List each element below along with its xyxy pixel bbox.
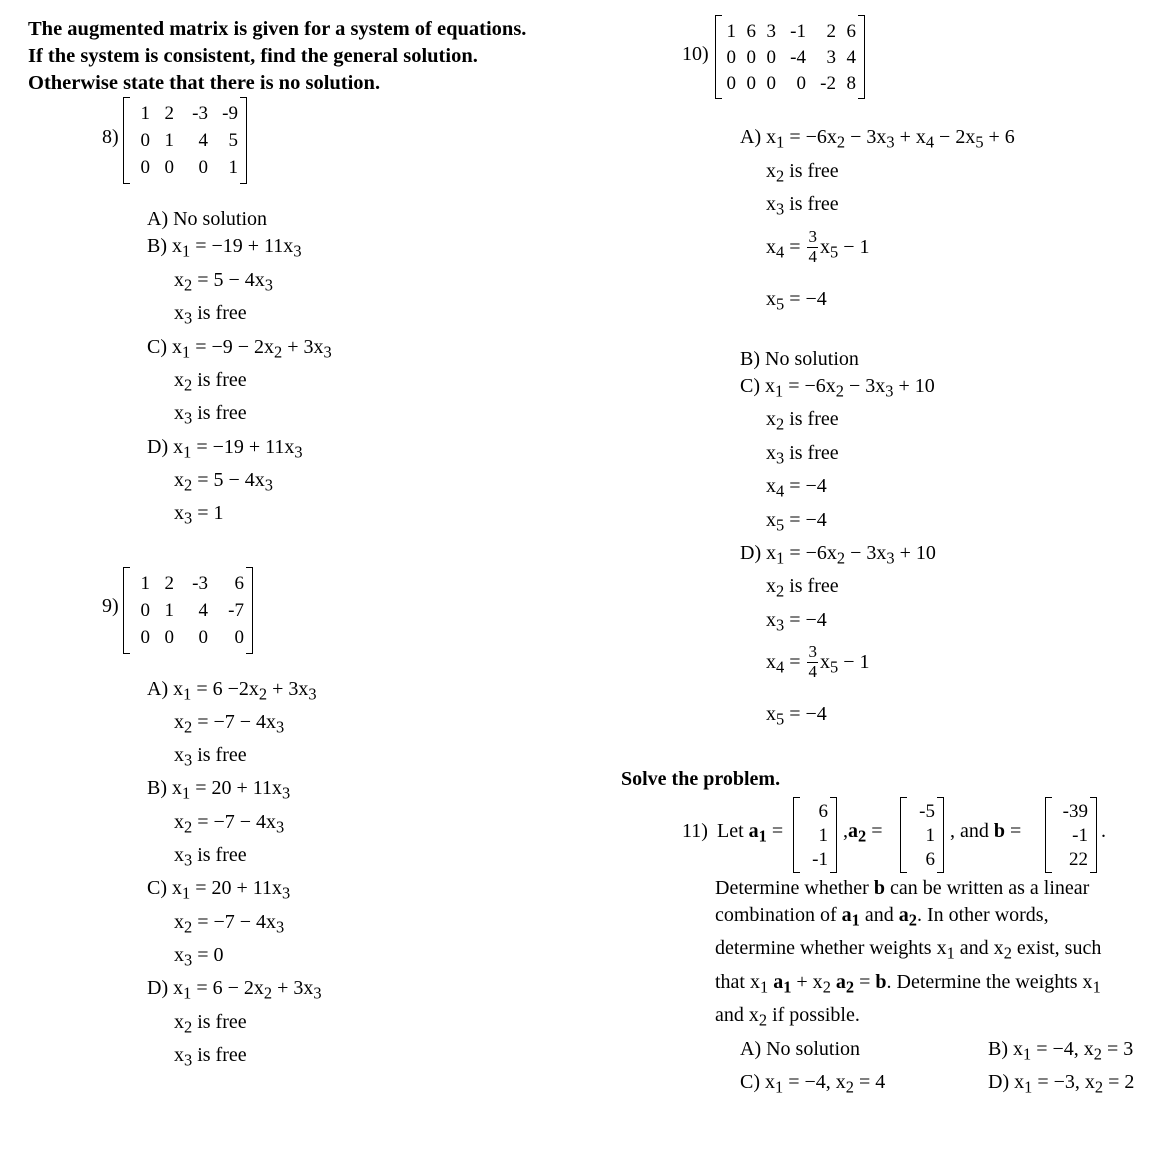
vector-entry: 22 [1069,848,1088,870]
q11-let-a1: Let $a_1$ = [717,820,784,846]
q10-option-c-line2: $x_2$ is free [766,408,839,434]
matrix-cell: 0 [766,72,776,94]
matrix-cell: 2 [826,20,836,42]
q8-option-c-line1: C) $x_1 = -9 - 2x_2 + 3x_3$ [147,336,332,362]
q9-option-d-line2: $x_2$ is free [174,1011,247,1037]
question-10-matrix [715,15,865,99]
q8-option-b-line1: B) $x_1 = -19 + 11x_3$ [147,235,302,261]
q8-option-d-line1: D) $x_1 = -19 + 11x_3$ [147,436,303,462]
matrix-row [132,154,238,181]
instruction-line-2: If the system is consistent, find the general solution. [28,45,478,67]
q11-option-d: D) $x_1 = -3$, $x_2 = 2$ [988,1071,1135,1097]
vector-row [1054,823,1088,847]
q8-option-a: A) No solution [147,208,267,230]
q10-option-d-line1: D) $x_1 = -6x_2 - 3x_3 + 10$ [740,542,936,568]
matrix-cell: 1 [164,130,174,151]
matrix-cell: 4 [198,600,208,621]
question-11-number: 11) [682,820,708,842]
vector-row [909,823,935,847]
vector-entry: 6 [818,800,828,822]
matrix-cell: 0 [234,627,244,648]
matrix-cell: 0 [140,627,150,648]
matrix-row [724,70,856,96]
q9-option-b-line3: $x_3$ is free [174,844,247,870]
question-8-number: 8) [102,126,119,148]
matrix-cell: -9 [222,103,238,124]
matrix-cell: 0 [198,627,208,648]
matrix-cell: -1 [790,20,806,42]
q10-option-d-line3: $x_3 = -4$ [766,609,827,635]
q11-text-line3: determine whether weights $x_1$ and $x_2$ exist, such [715,937,1102,963]
q9-option-b-line2: $x_2 = -7 - 4x_3$ [174,811,285,837]
vector-entry: 6 [925,848,935,870]
q11-option-b: B) $x_1 = -4$, $x_2 = 3$ [988,1038,1134,1064]
matrix-row [132,127,238,154]
matrix-row [724,44,856,70]
matrix-cell: 0 [746,46,756,68]
matrix-cell: 0 [726,46,736,68]
q10-option-b: B) No solution [740,348,859,370]
q9-option-a-line3: $x_3$ is free [174,744,247,770]
q10-option-a-line1: A) $x_1 = -6x_2 - 3x_3 + x_4 - 2x_5 + 6$ [740,126,1015,152]
instruction-line-3: Otherwise state that there is no solution. [28,72,381,94]
q10-option-c-line4: $x_4 = -4$ [766,475,827,501]
q8-option-c-line3: $x_3$ is free [174,402,247,428]
matrix-cell: 0 [164,627,174,648]
q10-option-c-line1: C) $x_1 = -6x_2 - 3x_3 + 10$ [740,375,935,401]
matrix-row [132,597,244,624]
q11-text-line2: combination of $a_1$ and $a_2$. In other words, [715,904,1049,930]
matrix-cell: -3 [192,103,208,124]
vector-entry: 1 [818,824,828,846]
vector-entry: -1 [1072,824,1088,846]
instruction-line-1: The augmented matrix is given for a system of equations. [28,18,527,40]
vector-row [909,799,935,823]
matrix-cell: 1 [140,103,150,124]
question-9-number: 9) [102,595,119,617]
q9-option-a-line1: A) $x_1 = 6 -2x_2 + 3x_3$ [147,678,317,704]
matrix-cell: 1 [228,157,238,178]
q10-option-a-line3: $x_3$ is free [766,193,839,219]
matrix-cell: 8 [846,72,856,94]
vector-entry: -39 [1062,800,1088,822]
matrix-cell: 0 [140,600,150,621]
question-8-matrix [123,97,247,184]
q11-option-a: A) No solution [740,1038,860,1060]
q10-option-d-line2: $x_2$ is free [766,575,839,601]
q10-option-a-line2: $x_2$ is free [766,160,839,186]
q8-option-b-line3: $x_3$ is free [174,302,247,328]
question-9-matrix [123,567,253,654]
matrix-cell: 1 [140,573,150,594]
q8-option-c-line2: $x_2$ is free [174,369,247,395]
q11-text-line1: Determine whether b can be written as a linear [715,877,1090,899]
q9-option-c-line2: $x_2 = -7 - 4x_3$ [174,911,285,937]
matrix-cell: -2 [820,72,836,94]
matrix-cell: 5 [228,130,238,151]
q9-option-d-line1: D) $x_1 = 6 - 2x_2 + 3x_3$ [147,977,322,1003]
vector-a1 [793,797,837,873]
q10-option-d-line4: $x_4$ = $\frac{3}{4}$ $x_5 - 1$ [766,642,870,681]
matrix-cell: 6 [234,573,244,594]
q9-option-d-line3: $x_3$ is free [174,1044,247,1070]
q10-option-c-line3: $x_3$ is free [766,442,839,468]
matrix-cell: 1 [726,20,736,42]
vector-row [802,847,828,871]
vector-row [802,799,828,823]
vector-row [1054,847,1088,871]
matrix-cell: 0 [746,72,756,94]
q9-option-a-line2: $x_2 = -7 - 4x_3$ [174,711,285,737]
q10-option-a-line5: $x_5 = -4$ [766,288,827,314]
fraction-three-quarters: $\frac{3}{4}$ [808,227,817,266]
q10-option-a-line4: $x_4$ = $\frac{3}{4}$ $x_5 - 1$ [766,227,870,266]
matrix-cell: 3 [766,20,776,42]
matrix-row [724,18,856,44]
q11-option-c: C) $x_1 = -4$, $x_2 = 4$ [740,1071,886,1097]
q9-option-b-line1: B) $x_1 = 20 + 11x_3$ [147,777,291,803]
q11-text-line4: that $x_1$ $a_1 + x_2$ $a_2 = b$. Determine the weights $x_1$ [715,971,1101,997]
fraction-three-quarters: $\frac{3}{4}$ [808,642,817,681]
matrix-cell: 4 [846,46,856,68]
q8-option-d-line2: $x_2 = 5 - 4x_3$ [174,469,273,495]
matrix-cell: 0 [164,157,174,178]
matrix-row [132,100,238,127]
q11-period: . [1101,820,1106,842]
matrix-cell: 2 [164,573,174,594]
solve-heading: Solve the problem. [621,768,781,790]
q10-option-d-line5: $x_5 = -4$ [766,703,827,729]
matrix-cell: 0 [140,130,150,151]
q9-option-c-line1: C) $x_1 = 20 + 11x_3$ [147,877,291,903]
vector-row [1054,799,1088,823]
matrix-cell: 0 [766,46,776,68]
q11-a2-label: $,a_2$ = [843,820,883,846]
matrix-cell: 0 [726,72,736,94]
matrix-cell: -7 [228,600,244,621]
matrix-cell: -3 [192,573,208,594]
q8-option-d-line3: $x_3 = 1$ [174,502,224,528]
vector-entry: 1 [925,824,935,846]
matrix-cell: 6 [746,20,756,42]
matrix-row [132,570,244,597]
matrix-cell: 2 [164,103,174,124]
q11-b-label: , and b = [950,820,1022,842]
vector-entry: -5 [919,800,935,822]
q10-option-c-line5: $x_5 = -4$ [766,509,827,535]
matrix-cell: 6 [846,20,856,42]
matrix-row [132,624,244,651]
vector-a2 [900,797,944,873]
question-10-number: 10) [682,43,709,65]
vector-b [1045,797,1097,873]
matrix-cell: 0 [796,72,806,94]
vector-row [909,847,935,871]
matrix-cell: 0 [198,157,208,178]
matrix-cell: 1 [164,600,174,621]
q8-option-b-line2: $x_2 = 5 - 4x_3$ [174,269,273,295]
q9-option-c-line3: $x_3 = 0$ [174,944,224,970]
matrix-cell: 4 [198,130,208,151]
q11-text-line5: and $x_2$ if possible. [715,1004,860,1030]
vector-entry: -1 [812,848,828,870]
vector-row [802,823,828,847]
matrix-cell: 0 [140,157,150,178]
matrix-cell: 3 [826,46,836,68]
matrix-cell: -4 [790,46,806,68]
